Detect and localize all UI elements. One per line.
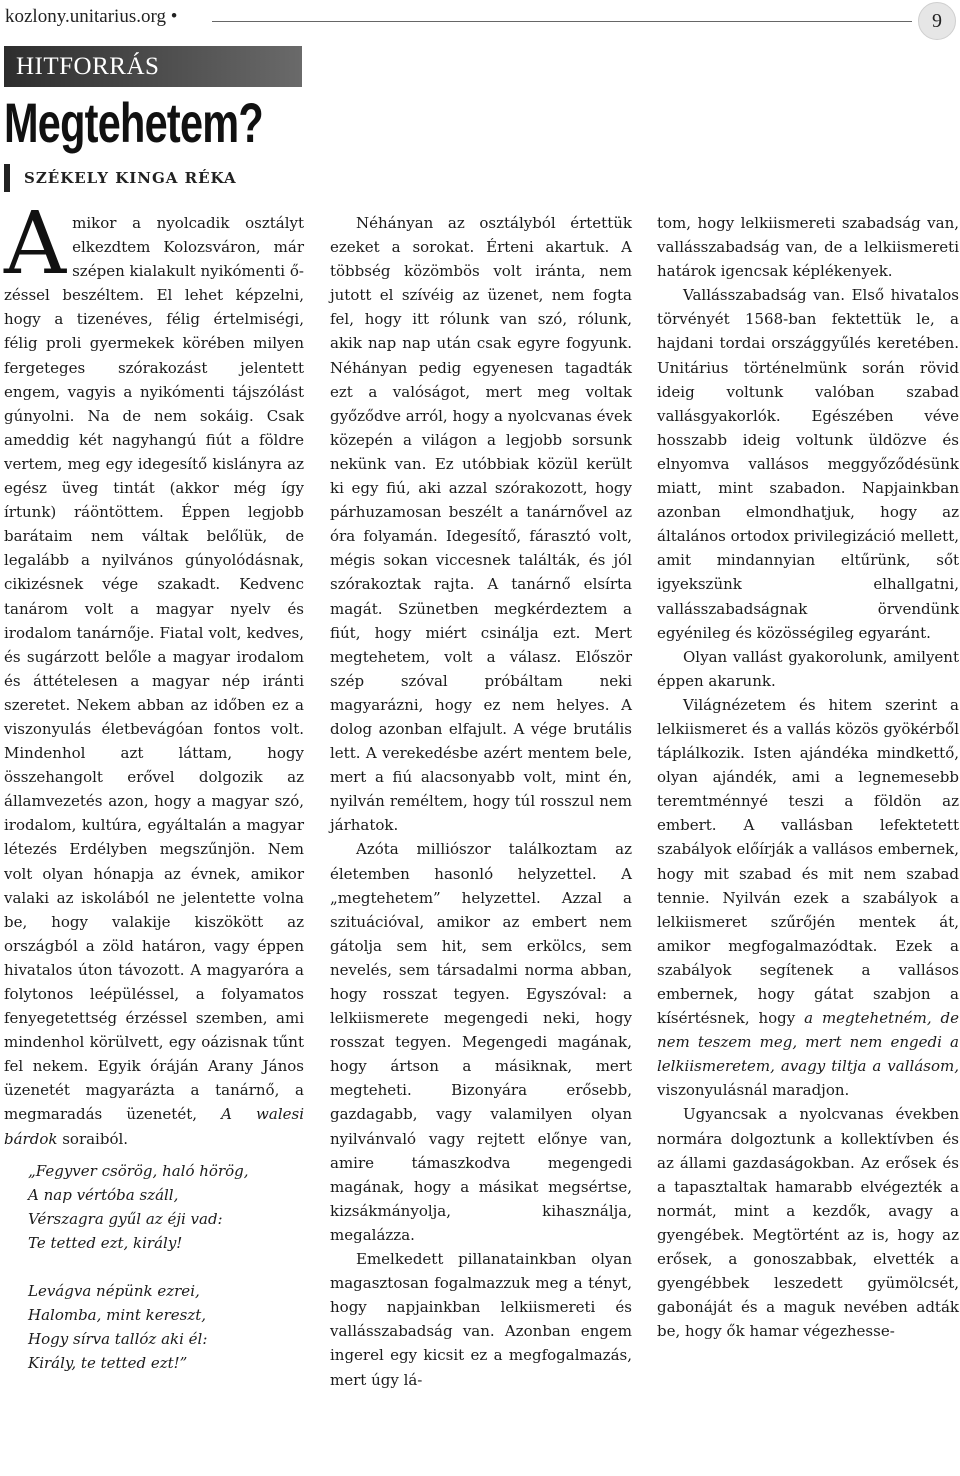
paragraph: Amikor a nyolcadik osztályt elkezdtem Kolozsváron, már szépen kialakult nyikómenti ő-zéssel beszéltem. El lehet képzelni, hogy a tizenéves, félig értelmiségi, félig proli gyermekek körében milyen fergeteges szórakozást jelentett engem, vagyis a nyikómenti tájszólást gúnyolni. Na de nem sokáig. Csak ameddig két nagyhangú fiút a földre vertem, meg egy idegesítő kislányra az egész üveg tintát (akkor még így írtunk) ráöntöttem. Éppen legjobb barátaim nem váltak belőlük, de legalább a nyilvános gúnyolódásnak, cikizésnek vége szakadt. Kedvenc tanárom volt a magyar nyelv és irodalom tanárnője. Fiatal volt, kedves, és sugárzott belőle a magyar irodalom és áttételesen a magyar nép iránti szeretet. Nekem abban az időben ez a viszonyulás életbevágóan fontos volt. Mindenhol azt láttam, hogy összehangolt erővel dolgozik az államvezetés azon, hogy a magyar szó, irodalom, kultúra, egyáltalán a magyar létezés Erdélyben megszűnjön. Nem volt olyan hónapja az évnek, amikor valaki az iskolából ne jelentette volna be, hogy valakije kiszökött az országból a zöld határon, vagy éppen hivatalos úton távozott. A magyaróra a folytonos leépüléssel, a folyamatos fenyegetettség érzéssel szemben, ami mindenhol körülvett, egy oázisnak tűnt fel nekem. Egyik óráján Arany János üzenetét magyarázta a tanárnő, a megmaradás üzenetét, A walesi bárdok soraiból. — [4, 194, 304, 1148]
section-label: HITFORRÁS — [4, 46, 302, 87]
author-byline: SZÉKELY KINGA RÉKA — [4, 164, 237, 192]
paragraph: Ugyancsak a nyolcvanas években normára dolgoztunk a kollektívben és az állami gazdaságokban. Az erősek és a tapasztaltak hamarabb elvégezték a normát, mint a kezdők, avagy a gyengébek. Megtörtént az is, hogy az erősek, a gonoszabbak, elvették a gyengébbek leszedett gyümölcsét, gabonáját és a maguk nevében adták be, hogy ők hamar végezhesse- — [657, 1105, 959, 1341]
poem-line: Király, te tetted ezt!” — [28, 1354, 188, 1373]
paragraph: Azóta milliószor találkoztam az életemben hasonló helyzettel. A „megtehetem” helyzettel. Azzal a szituációval, amikor az embert nem gátolja sem hit, sem erkölcs, sem nevelés, sem társadalmi norma abban, hogy rosszat tegyen. Egyszóval: a lelkiismerete megengedi neki, hogy rosszat tegyen. Megengedi magának, hogy ártson a másiknak, mert megteheti. Bizonyára erősebb, gazdagabb, vagy valamilyen olyan nyilvánvaló vagy rejtett előnye van, amire támaszkodva megengedi magának, hogy a másikat megsértse, kizsákmányolja, kihasználja, megalázza. — [330, 840, 632, 1244]
header-rule — [212, 21, 912, 22]
drop-cap: A — [4, 194, 67, 294]
paragraph: Emelkedett pillanatainkban olyan magasztosan fogalmazzuk meg a tényt, hogy napjainkban lelkiismereti és vallásszabadság van. Azonban engem ingerel egy kicsit ez a megfogalmazás, mert úgy lá- — [330, 1250, 632, 1389]
poem-stanza — [28, 1159, 304, 1255]
column-1 — [4, 194, 304, 1399]
poem-line: A nap vértóba száll, — [28, 1185, 179, 1204]
poem-line: Levágva népünk ezrei, — [28, 1282, 200, 1301]
column-3 — [657, 211, 959, 1343]
poem-quote — [28, 1159, 304, 1376]
column-2 — [330, 211, 632, 1392]
paragraph: Néhányan az osztályból értettük ezeket a sorokat. Érteni akartuk. A többség közömbös volt iránta, nem jutott el szívéig az üzenet, nem fogta fel, hogy itt rólunk van szó, rólunk, akik nap nap után csak egyre fogyunk. Néhányan pedig egyenesen tagadták ezt a valóságot, mert meg voltak győződve arról, hogy a nyolcvanas évek közepén a világon a legjobb sorsunk nekünk van. Ez utóbbiak közül került ki egy fiú, aki azzal szórakozott, hogy párhuzamosan beszélt a tanárnővel az óra folyamán. Idegesítő, fárasztó volt, mégis sokan viccesnek találták, és jól szórakoztak rajta. A tanárnő elsírta magát. Szünetben megkérdeztem a fiút, hogy miért csinálja ezt. Mert megtehetem, volt a válasz. Először szép szóval próbáltam neki magyarázni, hogy ez nem helyes. A dolog azonban elfajult. A vége brutális lett. A verekedésbe azért mentem bele, mert a fiú alacsonyabb volt, mint én, nyilván reméltem, hogy túl rosszul nem járhatok. — [330, 214, 632, 835]
poem-line: Vérszagra gyűl az éji vad: — [28, 1209, 223, 1228]
article-title: Megtehetem? — [4, 91, 263, 154]
site-url[interactable]: kozlony.unitarius.org • — [5, 6, 178, 27]
poem-line: Halomba, mint kereszt, — [28, 1306, 207, 1325]
paragraph: Vallásszabadság van. Első hivatalos törvényét 1568-ban fektettük le, a hajdani tordai országgyűlés keretében. Unitárius történelmünk során rövid ideig voltunk valóban szabad vallásgyakorlók. Egészében véve hosszabb ideig voltunk üldözve és elnyomva vallásos meggyőződésünk miatt, mint szabadon. Napjainkban azonban elmondhatjuk, hogy az általános ortodox privilegizáció mellett, amit mindannyian eltűrünk, sőt igyekszünk elhallgatni, vallásszabadságnak örvendünk egyénileg és közösségileg egyaránt. — [657, 286, 959, 642]
paragraph: Olyan vallást gyakorolunk, amilyent éppen akarunk. — [657, 647, 959, 690]
poem-stanza — [28, 1279, 304, 1375]
paragraph: Világnézetem és hitem szerint a lelkiismeret és a vallás közös gyökérből táplálkozik. Isten ajándéka mindkettő, olyan ajándék, ami a legnemesebb teremtménnyé teszi a földön az embert. A vallásban lefektetett szabályok előírják a vallásos embernek, hogy mit szabad és mit nem szabad tennie. Nyilván ezek a szabályok a lelkiismeret szűrőjén mentek át, amikor megfogalmazódtak. Ezek a szabályok segítenek a vallásos embernek, hogy gátat szabjon a kísértésnek, hogy a megtehetném, de nem teszem meg, mert nem engedi a lelkiismeretem, avagy tiltja a vallásom, viszonyulásnál maradjon. — [657, 695, 959, 1100]
poem-line: „Fegyver csörög, haló hörög, — [28, 1161, 249, 1180]
poem-line: Hogy sírva tallóz aki él: — [28, 1330, 208, 1349]
page-header — [0, 0, 960, 44]
poem-line: Te tetted ezt, király! — [28, 1233, 183, 1252]
paragraph: tom, hogy lelkiismereti szabadság van, vallásszabadság van, de a lelkiismereti határok igencsak képlékenyek. — [657, 214, 959, 281]
page-number: 9 — [918, 2, 956, 40]
